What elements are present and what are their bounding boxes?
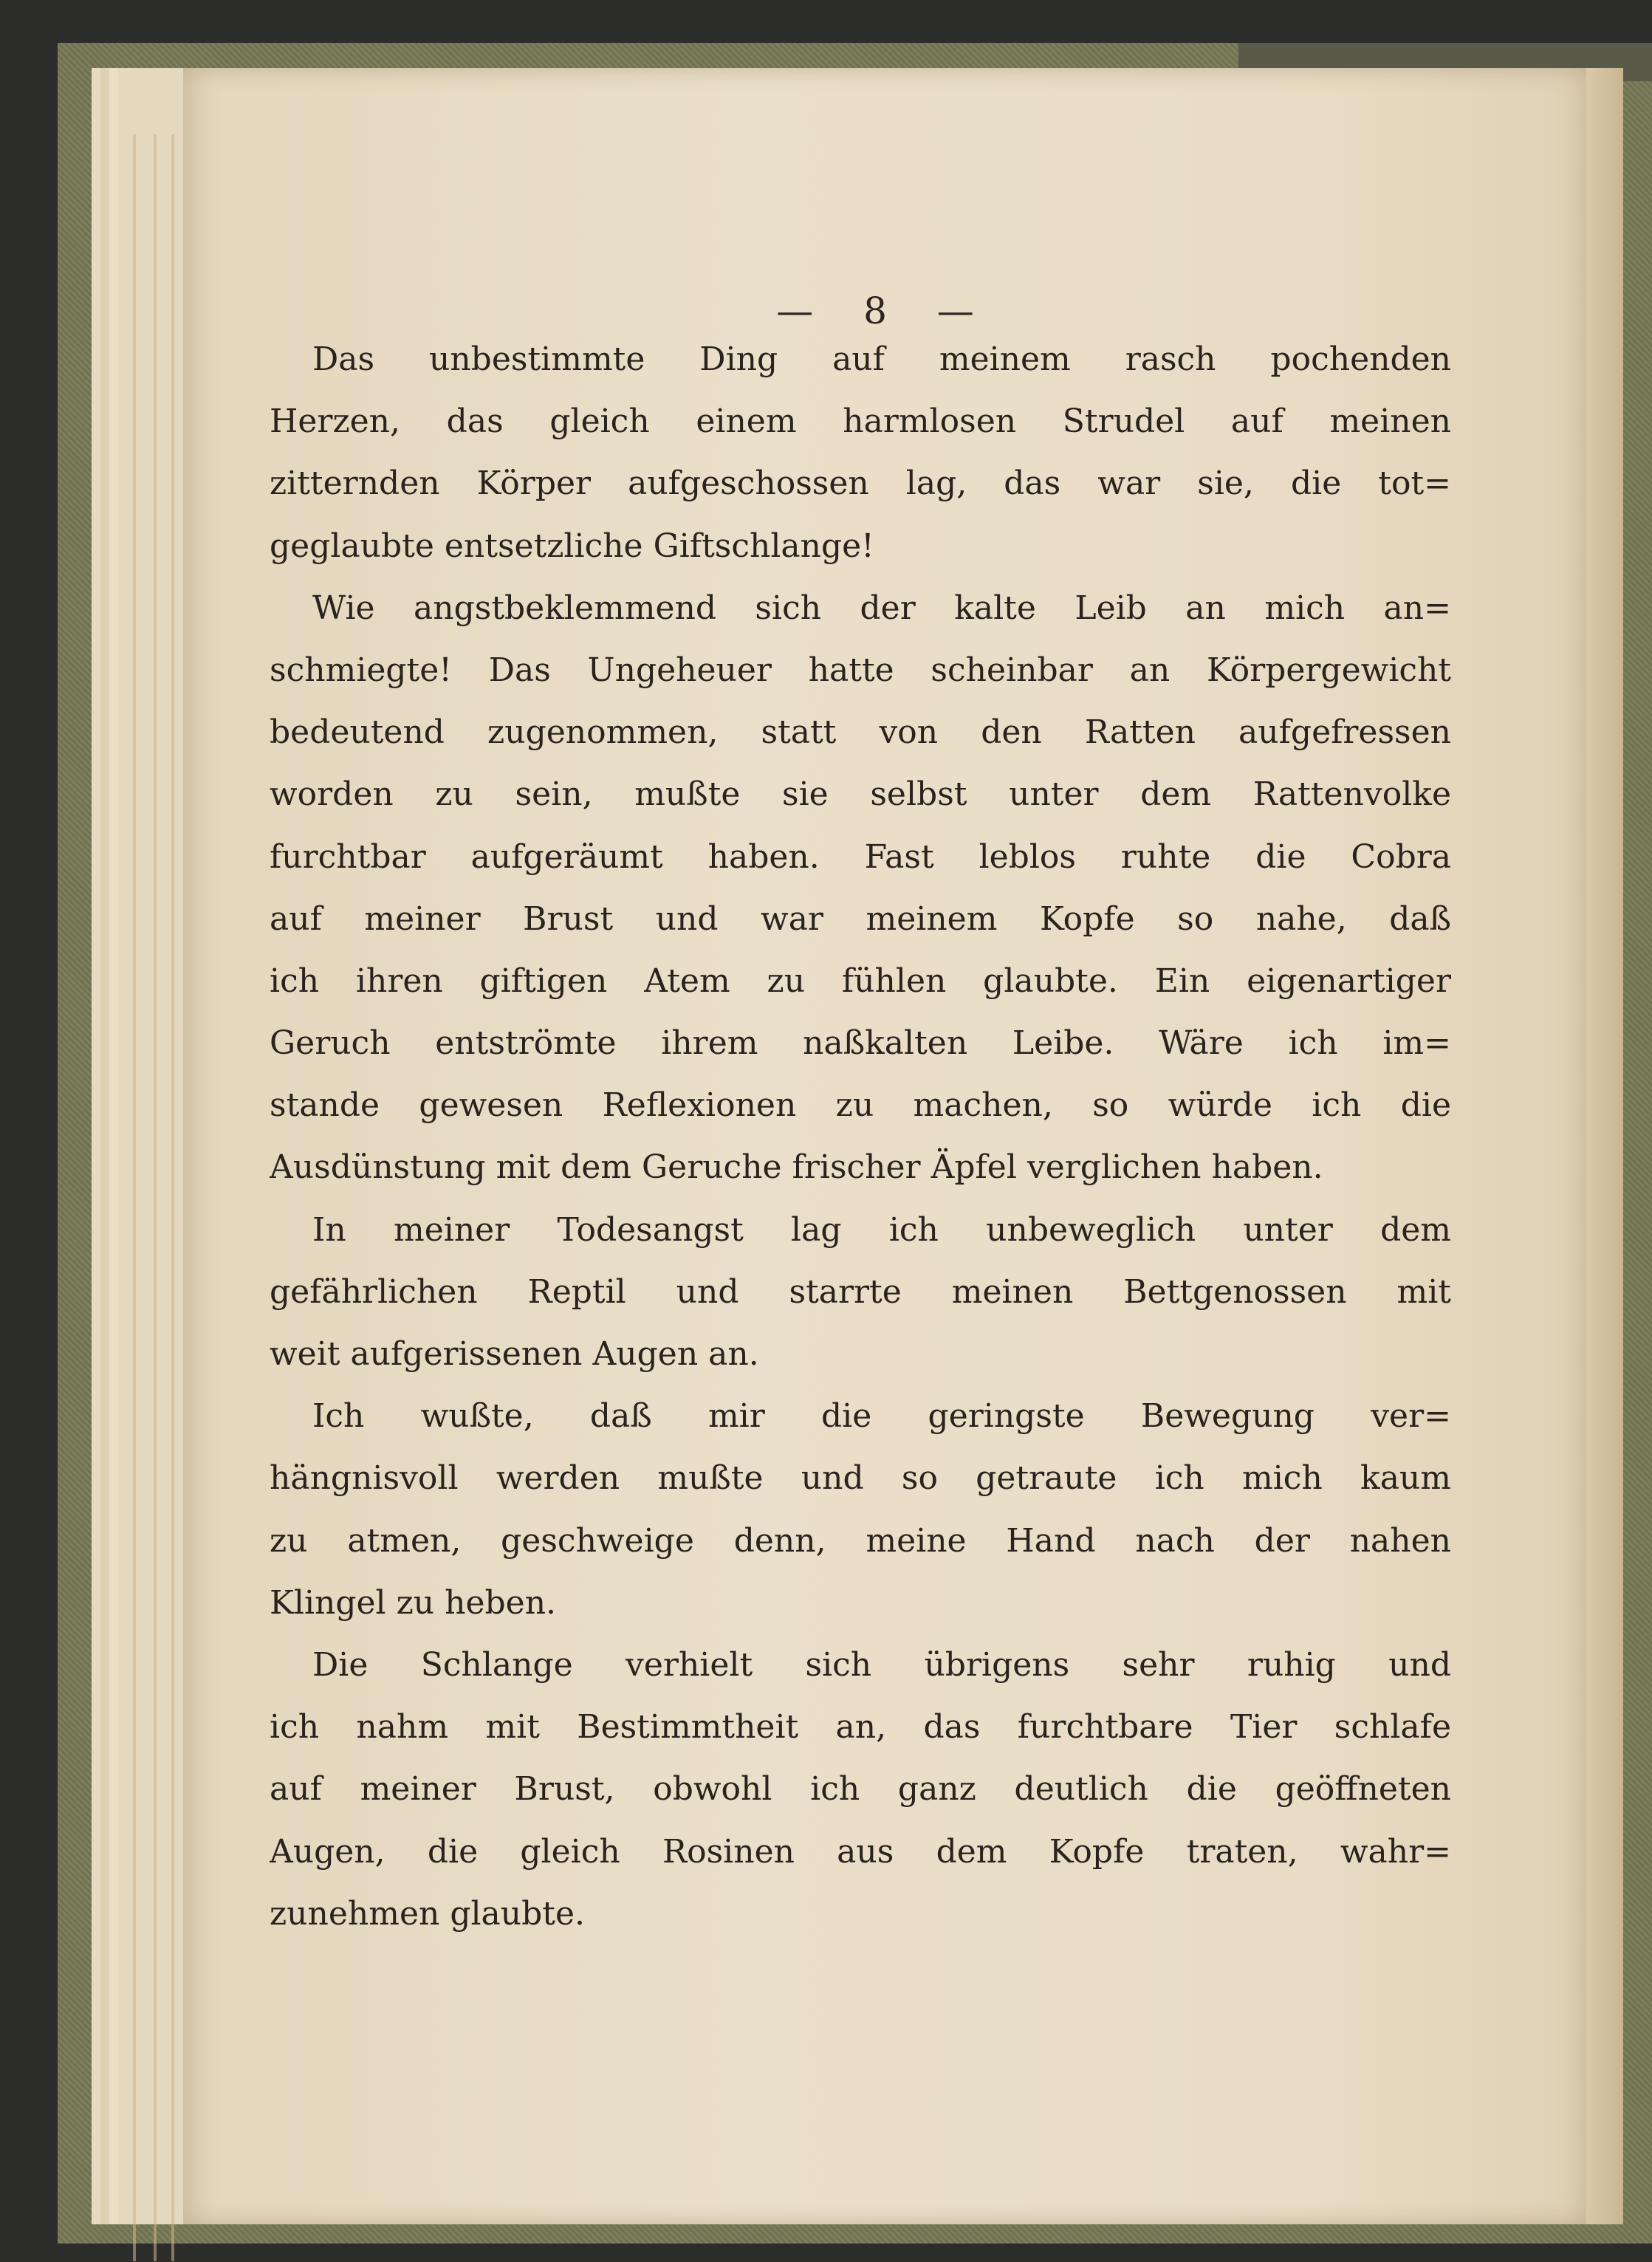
text-line: Geruch entströmte ihrem naßkalten Leibe. Wäre ich im= [270,1024,1451,1063]
text-line: Ich wußte, daß mir die geringste Bewegung ver= [312,1397,1451,1436]
text-line: Klingel zu heben. [270,1583,557,1622]
text-line: zitternden Körper aufgeschossen lag, das war sie, die tot= [270,465,1451,503]
text-line: stande gewesen Reflexionen zu machen, so würde ich die [270,1086,1451,1125]
text-line: geglaubte entsetzliche Giftschlange! [270,527,874,565]
text-line: Herzen, das gleich einem harmlosen Strudel auf meinen [270,402,1451,441]
text-line: ich ihren giftigen Atem zu fühlen glaubte. Ein eigenartiger [270,962,1451,1000]
text-line: zunehmen glaubte. [270,1894,586,1933]
text-line: Augen, die gleich Rosinen aus dem Kopfe traten, wahr= [270,1832,1451,1871]
page-edge-line [171,134,174,2261]
text-line: weit aufgerissenen Augen an. [270,1335,759,1373]
text-line: Die Schlange verhielt sich übrigens sehr ruhig und [312,1645,1451,1684]
text-line: bedeutend zugenommen, statt von den Ratten aufgefressen [270,713,1451,752]
text-line: hängnisvoll werden mußte und so getraute ich mich kaum [270,1459,1451,1498]
text-line: schmiegte! Das Ungeheuer hatte scheinbar an Körpergewicht [270,651,1451,689]
text-line: zu atmen, geschweige denn, meine Hand nach der nahen [270,1521,1451,1560]
text-line: furchtbar aufgeräumt haben. Fast leblos ruhte die Cobra [270,837,1451,876]
page-fore-edge [1586,68,1623,2224]
page-number: — 8 — [776,289,993,332]
page-edge-line [133,134,136,2261]
text-line: gefährlichen Reptil und starrte meinen Bettgenossen mit [270,1272,1451,1311]
text-line: In meiner Todesangst lag ich unbeweglich unter dem [312,1210,1451,1249]
text-line: ich nahm mit Bestimmtheit an, das furchtbare Tier schlafe [270,1708,1451,1747]
text-line: Das unbestimmte Ding auf meinem rasch pochenden [312,340,1451,378]
text-line: Wie angstbeklemmend sich der kalte Leib an mich an= [312,589,1451,627]
page-edge-line [154,134,157,2261]
text-line: auf meiner Brust und war meinem Kopfe so nahe, daß [270,899,1451,938]
text-line: worden zu sein, mußte sie selbst unter dem Rattenvolke [270,775,1451,814]
body-text [270,329,1451,1945]
text-line: auf meiner Brust, obwohl ich ganz deutlich die geöffneten [270,1770,1451,1809]
text-line: Ausdünstung mit dem Geruche frischer Äpfel verglichen haben. [270,1148,1323,1187]
